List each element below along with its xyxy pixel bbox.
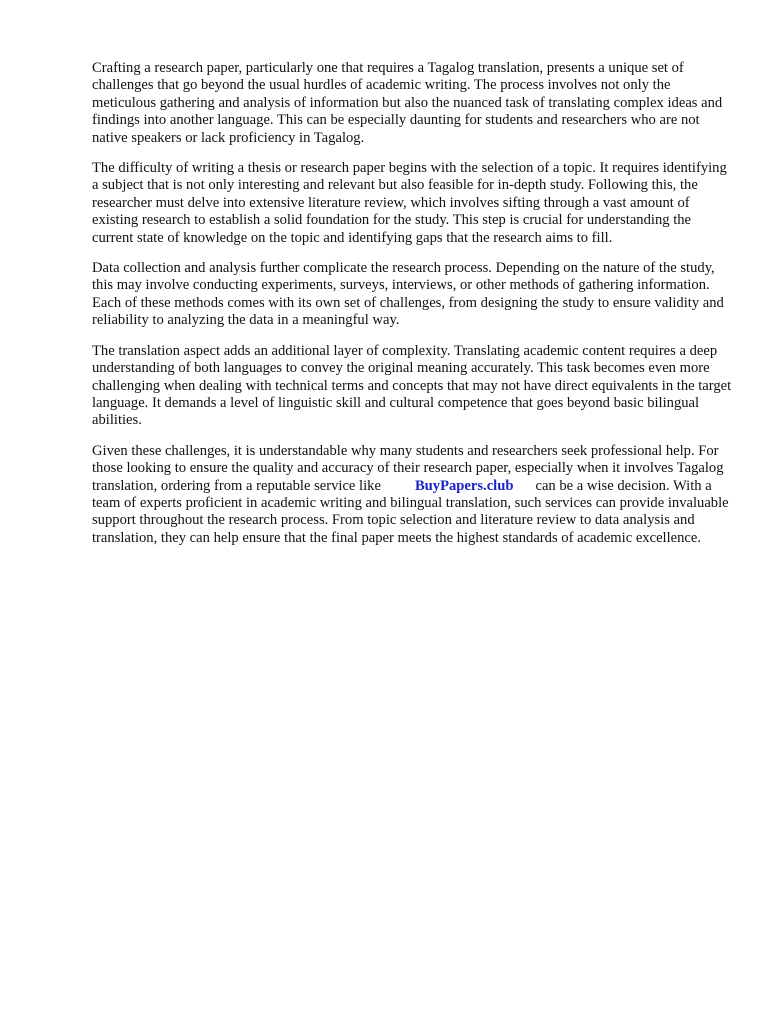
conclusion-text-before-link: Given these challenges, it is understandable why many students and researchers seek professional help. For those looking to ensure the quality and accuracy of their research paper, especially when it involves Tagalog translation, ordering from a reputable service like bbox=[92, 442, 724, 494]
paragraph-data-collection: Data collection and analysis further complicate the research process. Depending on the nature of the study, this may involve conducting experiments, surveys, interviews, or other methods of gathering information. Each of these methods comes with its own set of challenges, from designing the study to ensure validity and reliability to analyzing the data in a meaningful way. bbox=[92, 260, 724, 329]
paragraph-topic-selection: The difficulty of writing a thesis or research paper begins with the selection of a topic. It requires identifying a subject that is not only interesting and relevant but also feasible for in-depth study. Following this, the researcher must delve into extensive literature review, which involves sifting through a vast amount of existing research to establish a solid foundation for the study. This step is crucial for understanding the current state of knowledge on the topic and identifying gaps that the research aims to fill. bbox=[92, 160, 727, 246]
buypapers-link[interactable]: BuyPapers.club bbox=[414, 477, 514, 494]
document-body bbox=[92, 60, 732, 560]
paragraph-intro: Crafting a research paper, particularly one that requires a Tagalog translation, presents a unique set of challenges that go beyond the usual hurdles of academic writing. The process involves not only the meticulous gathering and analysis of information but also the nuanced task of translating complex ideas and findings into another language. This can be especially daunting for students and researchers who are not native speakers or lack proficiency in Tagalog. bbox=[92, 60, 723, 146]
paragraph-conclusion bbox=[92, 443, 732, 547]
conclusion-text-after-link: can be a wise decision. With a team of experts proficient in academic writing and bilingual translation, such services can provide invaluable support throughout the research process. From topic selection and literature review to data analysis and translation, they can help ensure that the final paper meets the highest standards of academic excellence. bbox=[92, 477, 729, 546]
paragraph-translation: The translation aspect adds an additional layer of complexity. Translating academic content requires a deep understanding of both languages to convey the original meaning accurately. This task becomes even more challenging when dealing with technical terms and concepts that may not have direct equivalents in the target language. It demands a level of linguistic skill and cultural competence that goes beyond basic bilingual abilities. bbox=[92, 342, 732, 429]
